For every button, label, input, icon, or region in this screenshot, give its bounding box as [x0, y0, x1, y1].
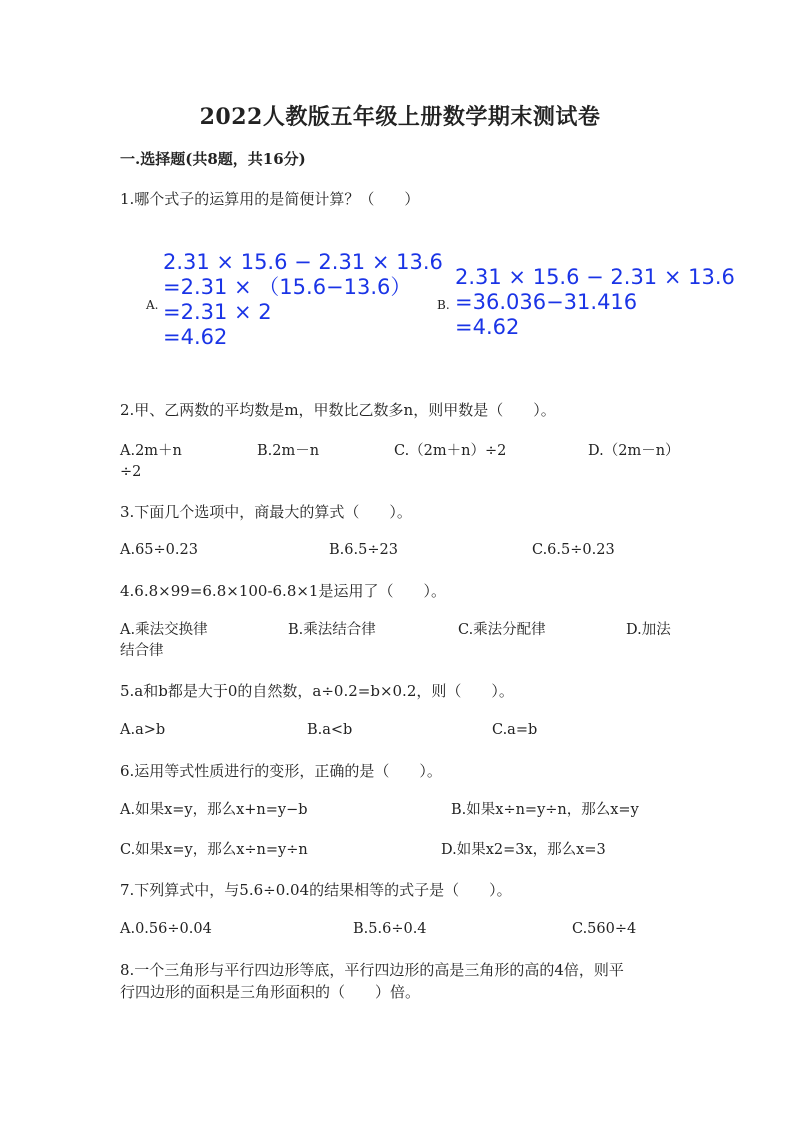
math-line: 2.31 × 15.6 − 2.31 × 13.6: [455, 265, 735, 289]
math-line: =2.31 × （15.6−13.6）: [163, 275, 412, 299]
q3-option-a: A.65÷0.23: [120, 542, 198, 558]
question-4: 4.6.8×99=6.8×100-6.8×1是运用了（ ）。: [120, 582, 446, 600]
q7-option-b: B.5.6÷0.4: [353, 921, 427, 937]
page-title: 2022人教版五年级上册数学期末测试卷: [199, 104, 601, 130]
q6-option-b: B.如果x÷n=y÷n，那么x=y: [451, 802, 639, 818]
math-line: =4.62: [455, 315, 520, 339]
q7-option-a: A.0.56÷0.04: [120, 921, 212, 937]
math-line: 2.31 × 15.6 − 2.31 × 13.6: [163, 250, 443, 274]
q5-option-c: C.a=b: [492, 722, 538, 738]
q6-option-a: A.如果x=y，那么x+n=y−b: [120, 802, 308, 818]
math-line: =4.62: [163, 325, 228, 349]
question-8-line-2: 行四边形的面积是三角形面积的（ ）倍。: [120, 983, 421, 1001]
q4-option-a: A.乘法交换律: [120, 622, 208, 638]
q4-option-d: D.加法: [626, 622, 671, 638]
math-line: =36.036−31.416: [455, 290, 638, 314]
question-5: 5.a和b都是大于0的自然数，a÷0.2=b×0.2，则（ ）。: [120, 682, 514, 700]
question-3: 3.下面几个选项中，商最大的算式（ ）。: [120, 503, 412, 521]
q3-option-c: C.6.5÷0.23: [532, 542, 615, 558]
q1-option-b-math: [455, 265, 735, 340]
q1-option-b-label: B.: [437, 298, 450, 312]
question-1: 1.哪个式子的运算用的是简便计算？（ ）: [120, 190, 420, 208]
q2-option-b: B.2m－n: [257, 443, 320, 459]
q2-option-c: C.（2m＋n）÷2: [394, 443, 507, 459]
q1-option-a-label: A.: [146, 298, 159, 312]
q4-option-c: C.乘法分配律: [458, 622, 546, 638]
question-7: 7.下列算式中，与5.6÷0.04的结果相等的式子是（ ）。: [120, 881, 512, 899]
q4-option-d-wrap: 结合律: [120, 643, 164, 659]
q7-option-c: C.560÷4: [572, 921, 637, 937]
question-6: 6.运用等式性质进行的变形，正确的是（ ）。: [120, 762, 442, 780]
question-8-line-1: 8.一个三角形与平行四边形等底，平行四边形的高是三角形的高的4倍，则平: [120, 961, 624, 979]
section-heading: 一.选择题(共8题，共16分): [120, 150, 306, 168]
q1-option-a-math: [163, 250, 443, 350]
q4-option-b: B.乘法结合律: [288, 622, 376, 638]
q5-option-a: A.a>b: [120, 722, 166, 738]
math-line: =2.31 × 2: [163, 300, 272, 324]
q2-option-d: D.（2m－n）: [588, 443, 680, 459]
question-2: 2.甲、乙两数的平均数是m，甲数比乙数多n，则甲数是（ ）。: [120, 401, 556, 419]
q6-option-c: C.如果x=y，那么x÷n=y÷n: [120, 842, 308, 858]
q2-option-a: A.2m＋n: [120, 443, 182, 459]
q5-option-b: B.a<b: [307, 722, 353, 738]
q6-option-d: D.如果x2=3x，那么x=3: [441, 842, 606, 858]
q2-option-d-wrap: ÷2: [120, 464, 142, 480]
q3-option-b: B.6.5÷23: [329, 542, 398, 558]
